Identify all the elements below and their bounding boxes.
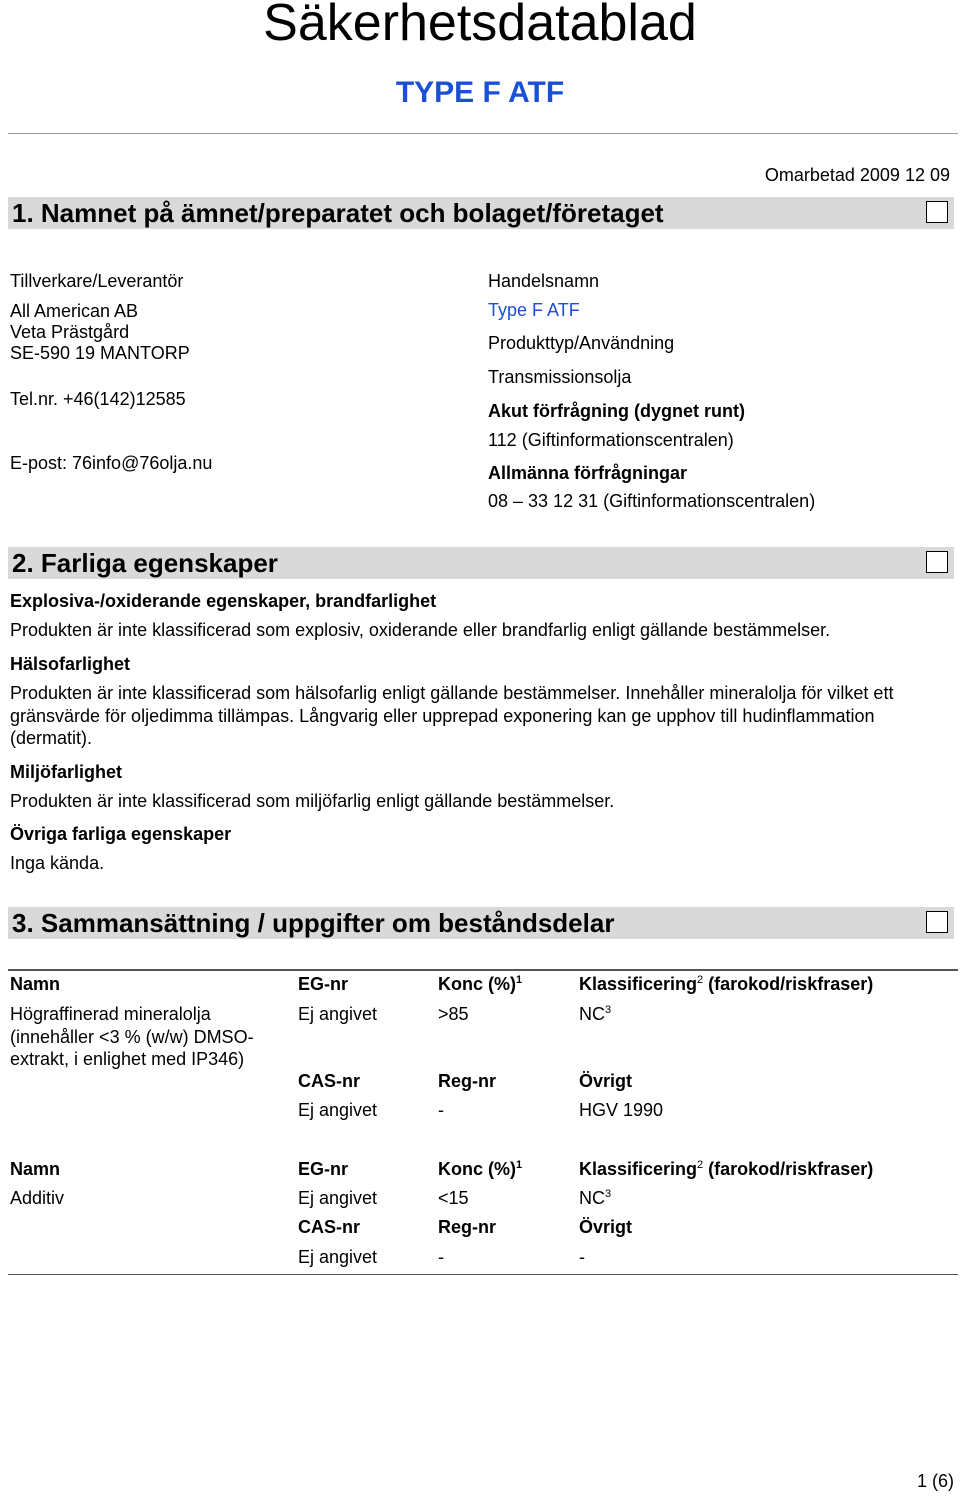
section-1-title: 1. Namnet på ämnet/preparatet och bolaget/företaget <box>12 198 664 228</box>
col-header-eg: EG-nr <box>298 1159 349 1179</box>
general-inquiry-label: Allmänna förfrågningar <box>488 463 688 483</box>
hazard-heading-environment: Miljöfarlighet <box>10 762 122 782</box>
hazard-heading-other: Övriga farliga egenskaper <box>10 824 232 844</box>
supplier-label: Tillverkare/Leverantör <box>10 271 184 291</box>
address-line-2: SE-590 19 MANTORP <box>10 343 190 363</box>
trade-name-label: Handelsnamn <box>488 271 600 291</box>
component-reg: - <box>438 1247 444 1267</box>
section-1-checkbox <box>926 201 948 223</box>
phone-number: Tel.nr. +46(142)12585 <box>10 389 186 409</box>
hazard-heading-health: Hälsofarlighet <box>10 654 131 674</box>
col-header-klass: Klassificering$^2$ (farokod/riskfraser) <box>579 1159 874 1179</box>
hazard-text-explosive: Produkten är inte klassificerad som explosiv, oxiderande eller brandfarlig enligt gällande bestämmelser. <box>10 620 831 640</box>
product-name-heading: TYPE F ATF <box>395 76 565 109</box>
general-inquiry-value: 08 – 33 12 31 (Giftinformationscentralen) <box>488 491 816 511</box>
component-eg: Ej angivet <box>298 1004 378 1024</box>
col-header-eg: EG-nr <box>298 974 349 994</box>
component-konc: <15 <box>438 1188 469 1208</box>
col-header-name: Namn <box>10 1159 61 1179</box>
col-header-ovrigt: Övrigt <box>579 1071 633 1091</box>
page-number: 1 (6) <box>916 1471 954 1491</box>
header-divider <box>8 133 958 134</box>
col-header-name: Namn <box>10 974 61 994</box>
section-2-header <box>8 547 954 579</box>
revision-date: Omarbetad 2009 12 09 <box>764 165 950 185</box>
component-name: Högraffinerad mineralolja (innehåller <3 % (w/w) DMSO-extrakt, i enlighet med IP346) <box>10 1004 254 1069</box>
component-ovrigt: HGV 1990 <box>579 1100 664 1120</box>
component-konc: >85 <box>438 1004 469 1024</box>
document-title: Säkerhetsdatablad <box>263 0 697 52</box>
table-bottom-rule <box>8 1274 958 1275</box>
section-2-checkbox <box>926 551 948 573</box>
component-ovrigt: - <box>579 1247 585 1267</box>
col-header-ovrigt: Övrigt <box>579 1217 633 1237</box>
section-1-header <box>8 197 954 229</box>
section-2-title: 2. Farliga egenskaper <box>12 548 278 578</box>
col-header-konc: Konc (%)$^1$ <box>438 1159 523 1179</box>
hazard-text-environment: Produkten är inte klassificerad som miljöfarlig enligt gällande bestämmelser. <box>10 791 615 811</box>
product-type-label: Produkttyp/Användning <box>488 333 675 353</box>
hazard-heading-explosive: Explosiva-/oxiderande egenskaper, brandfarlighet <box>10 591 437 611</box>
address-line-1: Veta Prästgård <box>10 322 130 342</box>
email-address: E-post: 76info@76olja.nu <box>10 453 213 473</box>
component-klass: $NC^3$ <box>579 1004 612 1024</box>
product-type-value: Transmissionsolja <box>488 367 632 387</box>
section-3-header <box>8 907 954 939</box>
company-name: All American AB <box>10 301 139 321</box>
col-header-klass: Klassificering$^2$ (farokod/riskfraser) <box>579 974 874 994</box>
section-3-checkbox <box>926 911 948 933</box>
col-header-reg: Reg-nr <box>438 1217 496 1237</box>
col-header-reg: Reg-nr <box>438 1071 496 1091</box>
component-name: Additiv <box>10 1188 65 1208</box>
urgent-inquiry-value: 112 (Giftinformationscentralen) <box>488 430 734 450</box>
hazard-text-other: Inga kända. <box>10 853 105 873</box>
table-top-rule <box>8 969 958 971</box>
trade-name-value: Type F ATF <box>488 300 580 320</box>
section-3-title: 3. Sammansättning / uppgifter om beståndsdelar <box>12 908 615 938</box>
col-header-cas: CAS-nr <box>298 1217 360 1237</box>
component-reg: - <box>438 1100 444 1120</box>
col-header-konc: Konc (%)$^1$ <box>438 974 523 994</box>
component-klass: $NC^3$ <box>579 1188 612 1208</box>
hazard-text-health: Produkten är inte klassificerad som hälsofarlig enligt gällande bestämmelser. Innehåller mineralolja för vilket ett gränsvärde för oljedimma tillämpas. Långvarig eller upprepad exponering kan ge upphov till hudinflammation (dermatit). <box>10 683 894 748</box>
component-cas: Ej angivet <box>298 1247 378 1267</box>
component-eg: Ej angivet <box>298 1188 378 1208</box>
urgent-inquiry-label: Akut förfrågning (dygnet runt) <box>488 401 745 421</box>
component-cas: Ej angivet <box>298 1100 378 1120</box>
col-header-cas: CAS-nr <box>298 1071 360 1091</box>
